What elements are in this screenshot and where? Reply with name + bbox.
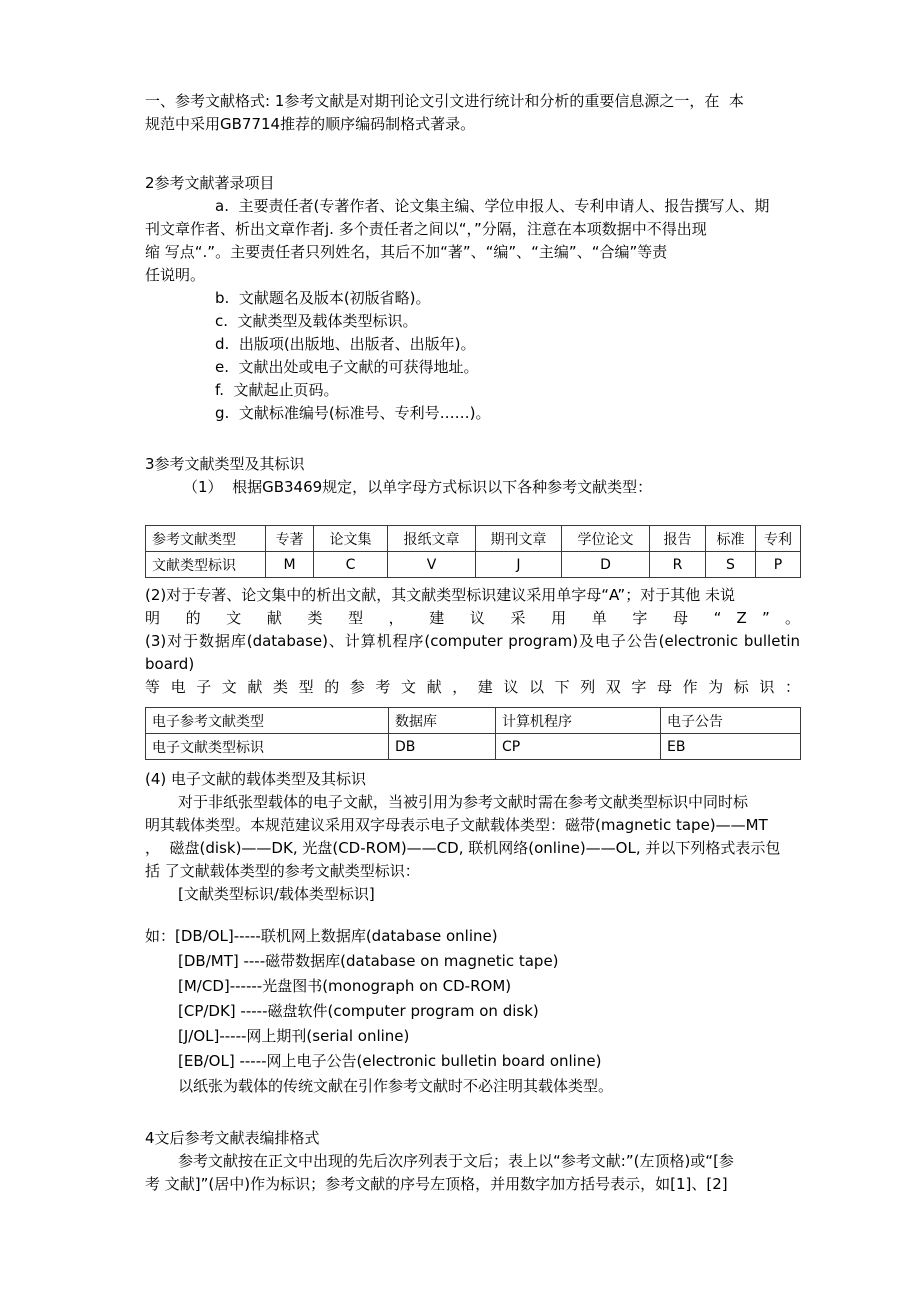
examples-list: [145, 924, 800, 1099]
paper-carrier-note: 以纸张为载体的传统文献在引作参考文献时不必注明其载体类型。: [178, 1077, 614, 1095]
example-eb-ol: [EB/OL] -----网上电子公告(electronic bulletin board online): [178, 1052, 602, 1070]
format-spec-line: [文献类型标识/载体类型标识]: [178, 885, 375, 903]
table-row: [146, 552, 801, 578]
table-cell: 报告: [650, 526, 706, 552]
heading-section-5: 4文后参考文献表编排格式: [145, 1129, 320, 1147]
paragraph-3-line-2: 等 电 子 文 献 类 型 的 参 考 文 献 ， 建 议 以 下 列 双 字 母 作 为 标 识 ：: [145, 678, 800, 696]
list-item-a-line-2: 刊文章作者、析出文章作者j. 多个责任者之间以“，”分隔，注意在本项数据中不得出现: [145, 220, 707, 238]
table-cell: 报纸文章: [388, 526, 476, 552]
table-cell: M: [266, 552, 314, 578]
example-cp-dk: [CP/DK] -----磁盘软件(computer program on disk): [178, 1002, 539, 1020]
table-cell: 参考文献类型: [146, 526, 266, 552]
intro-paragraph-line-1: 一、参考文献格式: 1参考文献是对期刊论文引文进行统计和分析的重要信息源之一，在 本: [145, 92, 744, 110]
table-cell: R: [650, 552, 706, 578]
example-m-cd: [M/CD]------光盘图书(monograph on CD-ROM): [178, 977, 512, 995]
paragraph-2-line-1: (2)对于专著、论文集中的析出文献，其文献类型标识建议采用单字母“A”；对于其他 未说: [145, 586, 735, 604]
table-cell: 专著: [266, 526, 314, 552]
table-cell: V: [388, 552, 476, 578]
table-cell: 电子参考文献类型: [146, 708, 389, 734]
table-cell: C: [314, 552, 388, 578]
section-4-paragraph-line-4: 括 了文献载体类型的参考文献类型标识：: [145, 862, 420, 880]
table-cell: 电子文献类型标识: [146, 734, 389, 760]
table-cell: 标准: [706, 526, 756, 552]
section-5-paragraph-line-1: 参考文献按在正文中出现的先后次序列表于文后；表上以“参考文献:”(左顶格)或“[参: [178, 1152, 734, 1170]
table-cell: 电子公告: [661, 708, 801, 734]
table-cell: EB: [661, 734, 801, 760]
table-cell: 文献类型标识: [146, 552, 266, 578]
heading-section-2: 2参考文献著录项目: [145, 174, 275, 192]
example-db-ol: 如：[DB/OL]-----联机网上数据库(database online): [145, 927, 498, 945]
heading-section-3: 3参考文献类型及其标识: [145, 455, 305, 473]
example-db-mt: [DB/MT] ----磁带数据库(database on magnetic tape): [178, 952, 559, 970]
section-4-paragraph-line-2: 明其载体类型。本规范建议采用双字母表示电子文献载体类型：磁带(magnetic tape)——MT: [145, 816, 768, 834]
table-cell: 数据库: [389, 708, 496, 734]
list-item-a-line-4: 任说明。: [145, 266, 206, 284]
section-5-paragraph-line-2: 考 文献]”(居中)作为标识；参考文献的序号左顶格，并用数字加方括号表示，如[1]、[2]: [145, 1175, 728, 1193]
table-cell: CP: [496, 734, 661, 760]
table-cell: DB: [389, 734, 496, 760]
table-cell: J: [476, 552, 562, 578]
section-3-intro: （1） 根据GB3469规定，以单字母方式标识以下各种参考文献类型：: [183, 478, 653, 496]
list-item-b: b. 文献题名及版本(初版省略)。: [215, 289, 431, 307]
table-cell: 专利: [756, 526, 801, 552]
intro-paragraph-line-2: 规范中采用GB7714推荐的顺序编码制格式著录。: [145, 115, 476, 133]
table-cell: S: [706, 552, 756, 578]
list-item-e: e. 文献出处或电子文献的可获得地址。: [215, 358, 479, 376]
electronic-reference-type-table: [145, 707, 801, 760]
table-cell: 计算机程序: [496, 708, 661, 734]
example-j-ol: [J/OL]-----网上期刊(serial online): [178, 1027, 410, 1045]
paragraph-3-line-1: (3)对于数据库(database)、计算机程序(computer program)及电子公告(electronic bulletin board): [145, 632, 805, 673]
heading-section-4: (4) 电子文献的载体类型及其标识: [145, 770, 367, 788]
section-4-paragraph-line-1: 对于非纸张型载体的电子文献，当被引用为参考文献时需在参考文献类型标识中同时标: [178, 793, 749, 811]
list-item-f: f. 文献起止页码。: [215, 381, 339, 399]
table-row: [146, 734, 801, 760]
list-item-g: g. 文献标准编号(标准号、专利号……)。: [215, 404, 491, 422]
reference-type-table: [145, 525, 801, 578]
section-4-paragraph-line-3: ， 磁盘(disk)——DK, 光盘(CD-ROM)——CD, 联机网络(online)——OL, 并以下列格式表示包: [145, 839, 781, 857]
table-cell: 学位论文: [562, 526, 650, 552]
table-cell: 期刊文章: [476, 526, 562, 552]
list-item-d: d. 出版项(出版地、出版者、出版年)。: [215, 335, 476, 353]
list-item-a-line-3: 缩 写点“.”。主要责任者只列姓名，其后不加“著”、“编”、“主编”、“合编”等责: [145, 243, 668, 261]
table-cell: P: [756, 552, 801, 578]
paragraph-2-line-2: 明 的 文 献 类 型 ， 建 议 采 用 单 字 母 “ Z ” 。: [145, 609, 800, 627]
list-item-a-line-1: a. 主要责任者(专著作者、论文集主编、学位申报人、专利申请人、报告撰写人、期: [215, 197, 770, 215]
table-row: [146, 526, 801, 552]
table-cell: 论文集: [314, 526, 388, 552]
table-cell: D: [562, 552, 650, 578]
table-row: [146, 708, 801, 734]
list-item-c: c. 文献类型及载体类型标识。: [215, 312, 418, 330]
